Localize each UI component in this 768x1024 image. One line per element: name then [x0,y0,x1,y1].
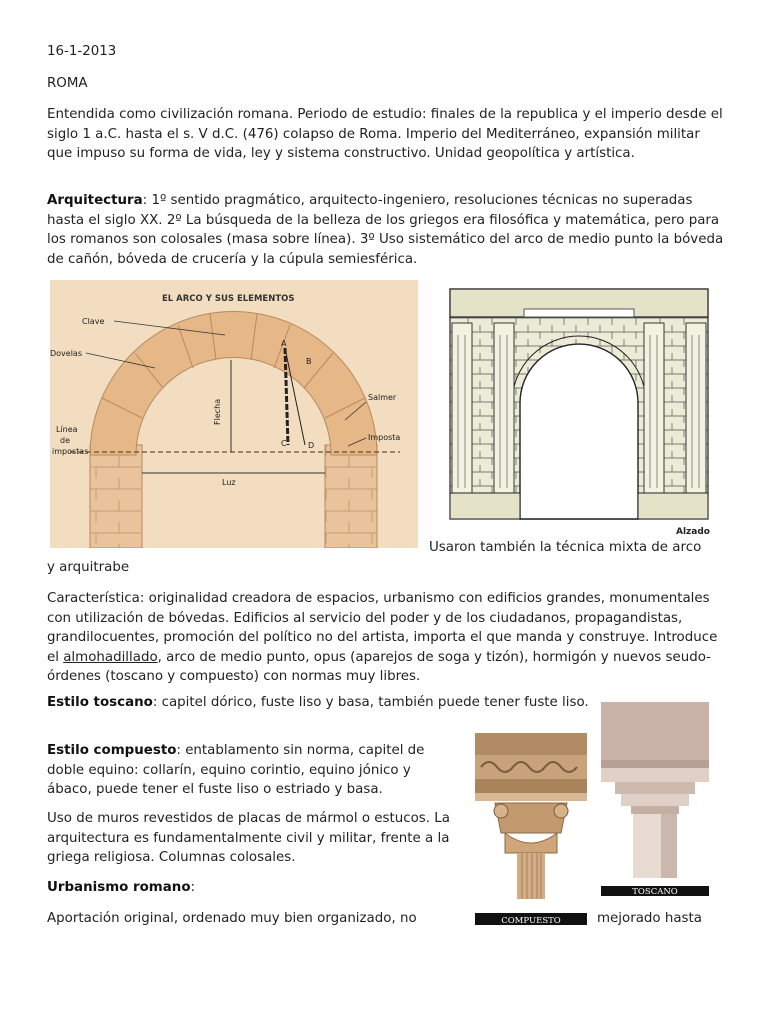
toscano-term: Estilo toscano [47,695,153,710]
right-pier [325,445,377,548]
label-imposta: Imposta [368,433,401,442]
heading: ROMA [47,76,88,91]
caracteristica-paragraph: Característica: originalidad creadora de espacios, urbanismo con edificios grandes, monumentales con utilización de bóvedas. Edificios al servicio del poder y de los ciudadanos, propagandistas, grandilocuentes, promoción del político no del artista, importa el que manda y construye. Introduce el almohadillado, arco de medio punto, opus (aparejos de soga y tizón), hormigón y nuevos seudo-órdenes (toscano y compuesto) con normas muy libres. [47,591,718,684]
label-c: C [281,439,287,448]
almohadillado-link[interactable]: almohadillado [63,649,158,665]
label-clave: Clave [82,317,105,326]
label-luz: Luz [222,478,236,487]
date: 16-1-2013 [47,44,117,59]
label-salmer: Salmer [368,393,397,402]
compuesto-label: COMPUESTO [501,916,561,925]
arquitectura-text: : 1º sentido pragmático, arquitecto-ingeniero, resoluciones técnicas no superadas hasta el siglo XX. 2º La búsqueda de la belleza de los griegos era filosófica y matemática, pero para los romanos son colosales (masa sobre línea). 3º Uso sistemático del arco de medio punto la bóveda de cañón, bóveda de crucería y la cúpula semiesférica. [47,193,724,267]
arch-opening [520,344,638,519]
label-a: A [281,339,287,348]
compuesto-term: Estilo compuesto [47,743,177,758]
compuesto-paragraph: Estilo compuesto: entablamento sin norma, capitel de doble equino: collarín, equino corintio, equino jónico y ábaco, puede tener el fuste liso o estriado y basa. [47,743,425,797]
composite-column-svg [475,733,587,925]
label-de: de [60,436,70,445]
label-d: D [308,441,315,450]
aportacion-left: Aportación original, ordenado muy bien organizado, no [47,911,417,926]
label-flecha: Flecha [213,398,222,425]
arch-elevation [444,283,716,539]
arch-elevation-svg [444,283,716,539]
left-pier [90,445,142,548]
arch-ring [90,312,377,456]
alzado-label: Alzado [676,527,710,537]
composite-column-image [475,733,587,925]
arch-title: EL ARCO Y SUS ELEMENTOS [162,294,295,304]
intro-paragraph: Entendida como civilización romana. Periodo de estudio: finales de la republica y el imperio desde el siglo 1 a.C. hasta el s. V d.C. (476) colapso de Roma. Imperio del Mediterráneo, expansión militar que impuso su forma de vida, ley y sistema constructivo. Unidad geopolítica y artística. [47,107,723,161]
label-impostas: impostas [52,447,89,456]
arquitectura-term: Arquitectura [47,193,143,208]
label-linea: Línea [56,425,78,434]
toscano-paragraph: Estilo toscano: capitel dórico, fuste liso y basa, también puede tener fuste liso. [47,695,589,710]
toscano-label: TOSCANO [632,887,678,896]
caption-line-2: y arquitrabe [47,560,130,575]
urbanismo-heading: Urbanismo romano: [47,880,196,895]
caption-line-1: Usaron también la técnica mixta de arco [429,540,702,555]
arch-diagram-svg [50,280,418,548]
arch-diagram [50,280,418,548]
arquitectura-paragraph [47,191,727,269]
tuscan-column-image [601,702,709,896]
label-dovelas: Dovelas [50,349,83,358]
muros-paragraph: Uso de muros revestidos de placas de mármol o estucos. La arquitectura es fundamentalmente civil y militar, frente a la griega religiosa. Columnas colosales. [47,811,450,865]
tuscan-column-svg [601,702,709,896]
aportacion-right: mejorado hasta [597,911,702,926]
label-b: B [306,357,312,366]
